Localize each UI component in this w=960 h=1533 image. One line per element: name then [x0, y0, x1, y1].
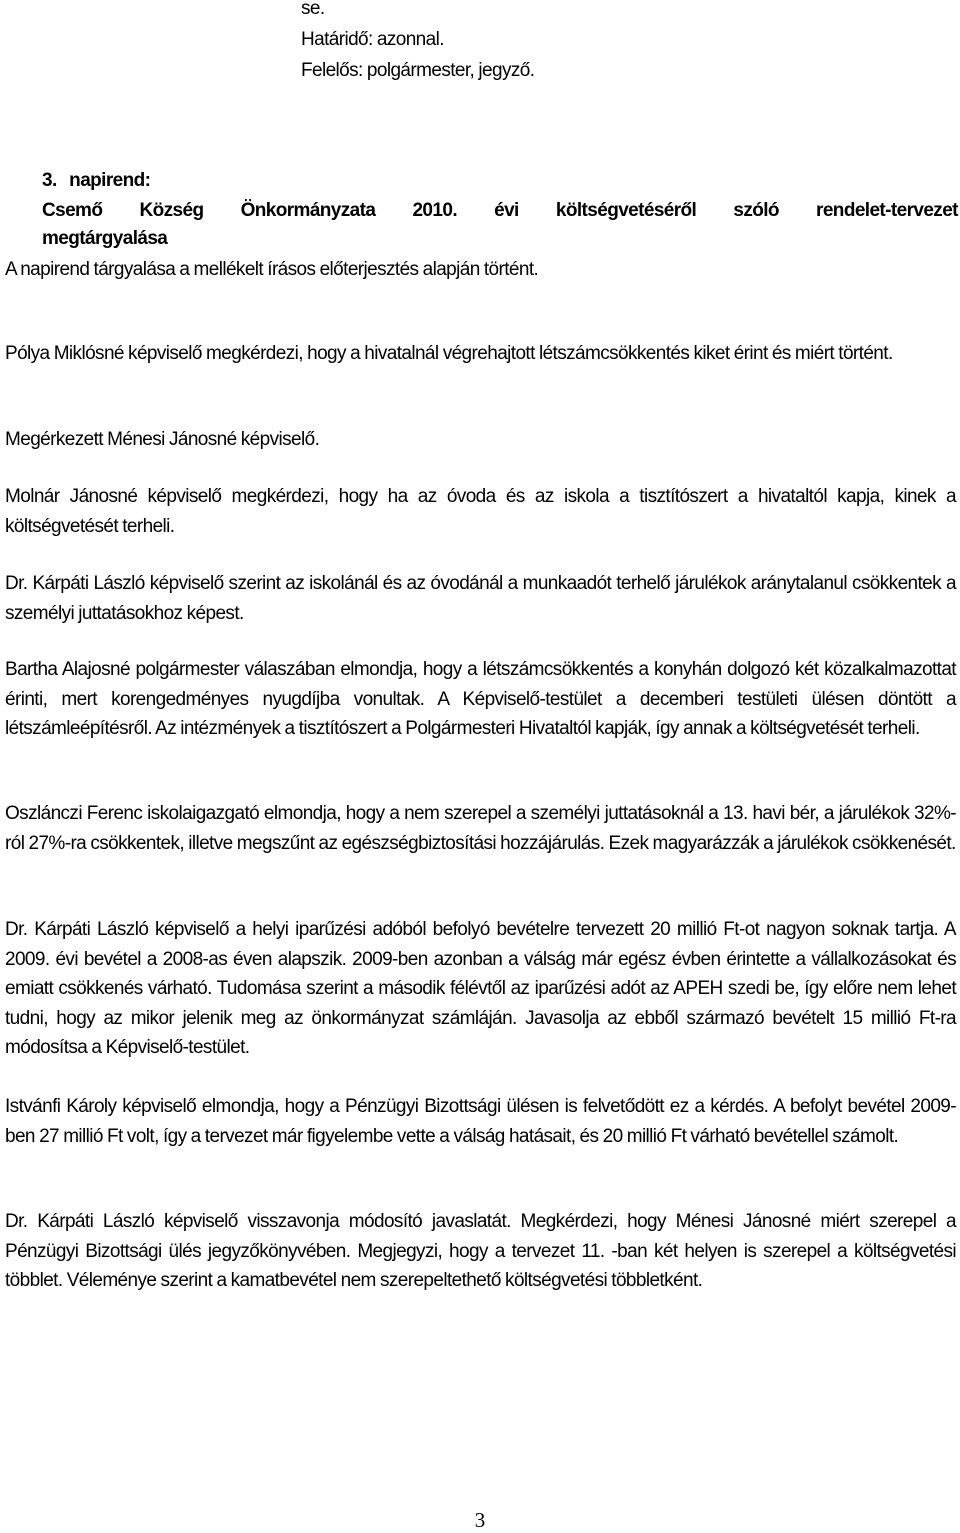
paragraph-text: Dr. Kárpáti László képviselő szerint az iskolánál és az óvodánál a munkaadót terhelő járulékok aránytalanul csökkentek a személyi juttatásokhoz képest.	[5, 573, 956, 624]
paragraph	[5, 339, 956, 369]
page-number: 3	[474, 1508, 486, 1532]
paragraph-text: Molnár Jánosné képviselő megkérdezi, hogy ha az óvoda és az iskola a tisztítószert a hivataltól kapja, kinek a költségvetését terheli.	[5, 486, 956, 537]
agenda-title-word: Község	[139, 200, 204, 221]
paragraph-text: Istvánfi Károly képviselő elmondja, hogy a Pénzügyi Bizottsági ülésen is felvetődött ez a kérdés. A befolyt bevétel 2009-ben 27 millió Ft volt, így a tervezet már figyelembe vette a válság hatásait, és 20 millió Ft várható bevétellel számolt.	[5, 1096, 956, 1147]
agenda-title-word: szóló	[733, 200, 779, 221]
agenda-title-word: költségvetéséről	[555, 200, 697, 221]
agenda-number: 3. napirend:	[42, 170, 151, 191]
deadline-line: Határidő: azonnal.	[301, 29, 444, 50]
paragraph-text: Dr. Kárpáti László képviselő visszavonja módosító javaslatát. Megkérdezi, hogy Ménesi Jánosné miért szerepel a Pénzügyi Bizottsági ülés jegyzőkönyvében. Megjegyzi, hogy a tervezet 11. -ban két helyen is szerepel a költségvetési többlet. Véleménye szerint a kamatbevétel nem szerepeltethető költségvetési többletként.	[5, 1211, 956, 1291]
agenda-title-line2: megtárgyalása	[42, 228, 168, 249]
paragraph	[5, 569, 956, 628]
paragraph-text: Bartha Alajosné polgármester válaszában elmondja, hogy a létszámcsökkentés a konyhán dolgozó két közalkalmazottat érinti, mert korengedményes nyugdíjba vonultak. A Képviselő-testület a decemberi testületi ülésen döntött a létszámleépítésről. Az intézmények a tisztítószert a Polgármesteri Hivataltól kapják, így annak a költségvetését terheli.	[5, 659, 956, 739]
responsible-line: Felelős: polgármester, jegyző.	[301, 60, 535, 81]
agenda-title-word: Csemő	[42, 200, 103, 221]
paragraph-text: A napirend tárgyalása a mellékelt írásos előterjesztés alapján történt.	[5, 259, 539, 280]
paragraph	[5, 482, 956, 541]
agenda-title-word: évi	[494, 200, 519, 221]
agenda-title-word: Önkormányzata	[240, 200, 376, 221]
paragraph	[5, 425, 956, 455]
paragraph	[5, 1207, 956, 1296]
paragraph	[5, 655, 956, 744]
agenda-title-word: 2010.	[412, 200, 457, 221]
paragraph-text: Megérkezett Ménesi Jánosné képviselő.	[5, 429, 320, 450]
paragraph	[5, 915, 956, 1063]
paragraph-text: Pólya Miklósné képviselő megkérdezi, hogy a hivatalnál végrehajtott létszámcsökkentés kiket érint és miért történt.	[5, 343, 893, 364]
paragraph-text: Oszlánczi Ferenc iskolaigazgató elmondja, hogy a nem szerepel a személyi juttatásoknál a 13. havi bér, a járulékok 32%-ról 27%-ra csökkentek, illetve megszűnt az egészségbiztosítási hozzájárulás. Ezek magyarázzák a járulékok csökkenését.	[5, 803, 956, 854]
paragraph	[5, 799, 956, 858]
agenda-title-line	[42, 196, 958, 226]
agenda-heading	[42, 166, 958, 254]
agenda-title-word: rendelet-tervezet	[816, 200, 958, 221]
paragraph-text: Dr. Kárpáti László képviselő a helyi iparűzési adóból befolyó bevételre tervezett 20 millió Ft-ot nagyon soknak tartja. A 2009. évi bevétel a 2008-as éven alapszik. 2009-ben azonban a válság már egész évben érintette a vállalkozásokat és emiatt csökkenés várható. Tudomása szerint a második félévtől az iparűzési adót az APEH szedi be, így előre nem lehet tudni, hogy az mikor jelenik meg az önkormányzat számláján. Javasolja az ebből származó bevételt 15 millió Ft-ra módosítsa a Képviselő-testület.	[5, 919, 956, 1058]
text-line: se.	[301, 0, 325, 19]
paragraph	[5, 255, 956, 285]
resolution-footer	[301, 0, 801, 86]
paragraph	[5, 1092, 956, 1151]
